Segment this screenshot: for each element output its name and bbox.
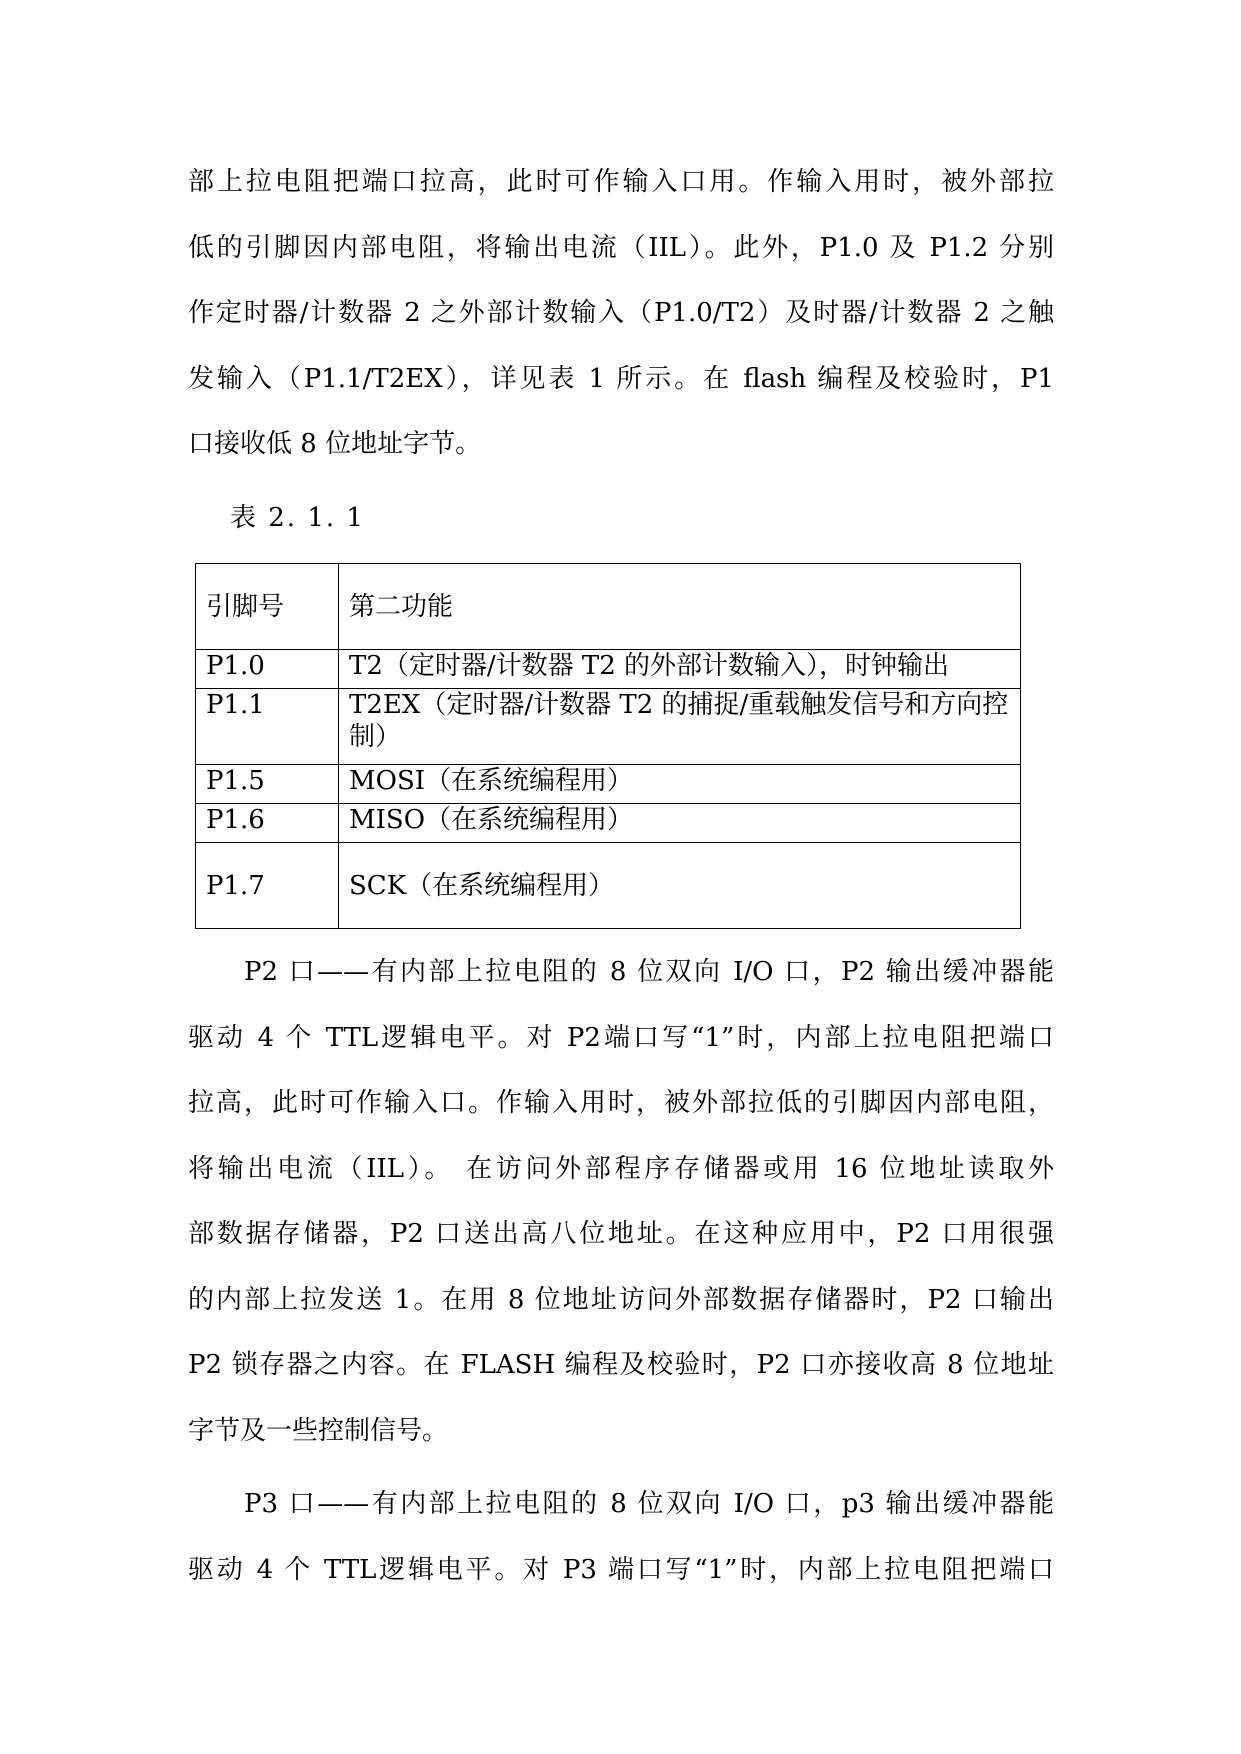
table-row [196, 689, 1021, 765]
table-cell-pin: P1.0 [196, 650, 339, 689]
table-cell-function: MISO（在系统编程用） [339, 804, 1021, 843]
pin-function-table [195, 563, 1021, 929]
text-line: 的内部上拉发送 1。在用 8 位地址访问外部数据存储器时，P2 口输出 [188, 1284, 1054, 1315]
table-header-cell: 引脚号 [196, 564, 339, 650]
table-header-row [196, 564, 1021, 650]
text-line: 驱动 4 个 TTL逻辑电平。对 P2端口写“1”时，内部上拉电阻把端口 [188, 1022, 1054, 1053]
text-line: P2 锁存器之内容。在 FLASH 编程及校验时，P2 口亦接收高 8 位地址 [188, 1350, 1054, 1380]
table-cell-function: T2EX（定时器/计数器 T2 的捕捉/重载触发信号和方向控制） [339, 689, 1021, 765]
text-line: 低的引脚因内部电阻，将输出电流（IIL）。此外，P1.0 及 P1.2 分别 [188, 232, 1054, 263]
table-header-cell: 第二功能 [339, 564, 1021, 650]
table-cell-pin: P1.1 [196, 689, 339, 765]
table-caption: 表 2. 1. 1 [230, 503, 365, 533]
paragraph-p2-port [188, 940, 1054, 1464]
table-row [196, 843, 1021, 929]
table-row [196, 804, 1021, 843]
text-line: P2 口——有内部上拉电阻的 8 位双向 I/O 口，P2 输出缓冲器能 [244, 957, 1054, 987]
table-cell-pin: P1.6 [196, 804, 339, 843]
text-line: P3 口——有内部上拉电阻的 8 位双向 I/O 口，p3 输出缓冲器能 [244, 1489, 1054, 1519]
table-row [196, 765, 1021, 804]
text-line: 将输出电流（IIL）。 在访问外部程序存储器或用 16 位地址读取外 [188, 1153, 1054, 1184]
text-line: 作定时器/计数器 2 之外部计数输入（P1.0/T2）及时器/计数器 2 之触 [188, 298, 1054, 328]
table-cell-pin: P1.7 [196, 843, 339, 929]
table-cell-function: T2（定时器/计数器 T2 的外部计数输入），时钟输出 [339, 650, 1021, 689]
table-cell-function: SCK（在系统编程用） [339, 843, 1021, 929]
table-cell-pin: P1.5 [196, 765, 339, 804]
text-line: 发输入（P1.1/T2EX），详见表 1 所示。在 flash 编程及校验时，P1 [188, 363, 1054, 394]
text-line: 驱动 4 个 TTL逻辑电平。对 P3 端口写“1”时，内部上拉电阻把端口 [188, 1554, 1054, 1585]
table-row [196, 650, 1021, 689]
text-line: 部数据存储器，P2 口送出高八位地址。在这种应用中，P2 口用很强 [188, 1219, 1054, 1249]
text-line: 部上拉电阻把端口拉高，此时可作输入口用。作输入用时，被外部拉 [188, 167, 1054, 197]
paragraph-p3-port [188, 1472, 1054, 1603]
text-line: 口接收低 8 位地址字节。 [188, 429, 482, 459]
paragraph-p1-port [188, 150, 1054, 478]
text-line: 字节及一些控制信号。 [188, 1415, 449, 1446]
table-cell-function: MOSI（在系统编程用） [339, 765, 1021, 804]
text-line: 拉高，此时可作输入口。作输入用时，被外部拉低的引脚因内部电阻， [188, 1088, 1054, 1118]
